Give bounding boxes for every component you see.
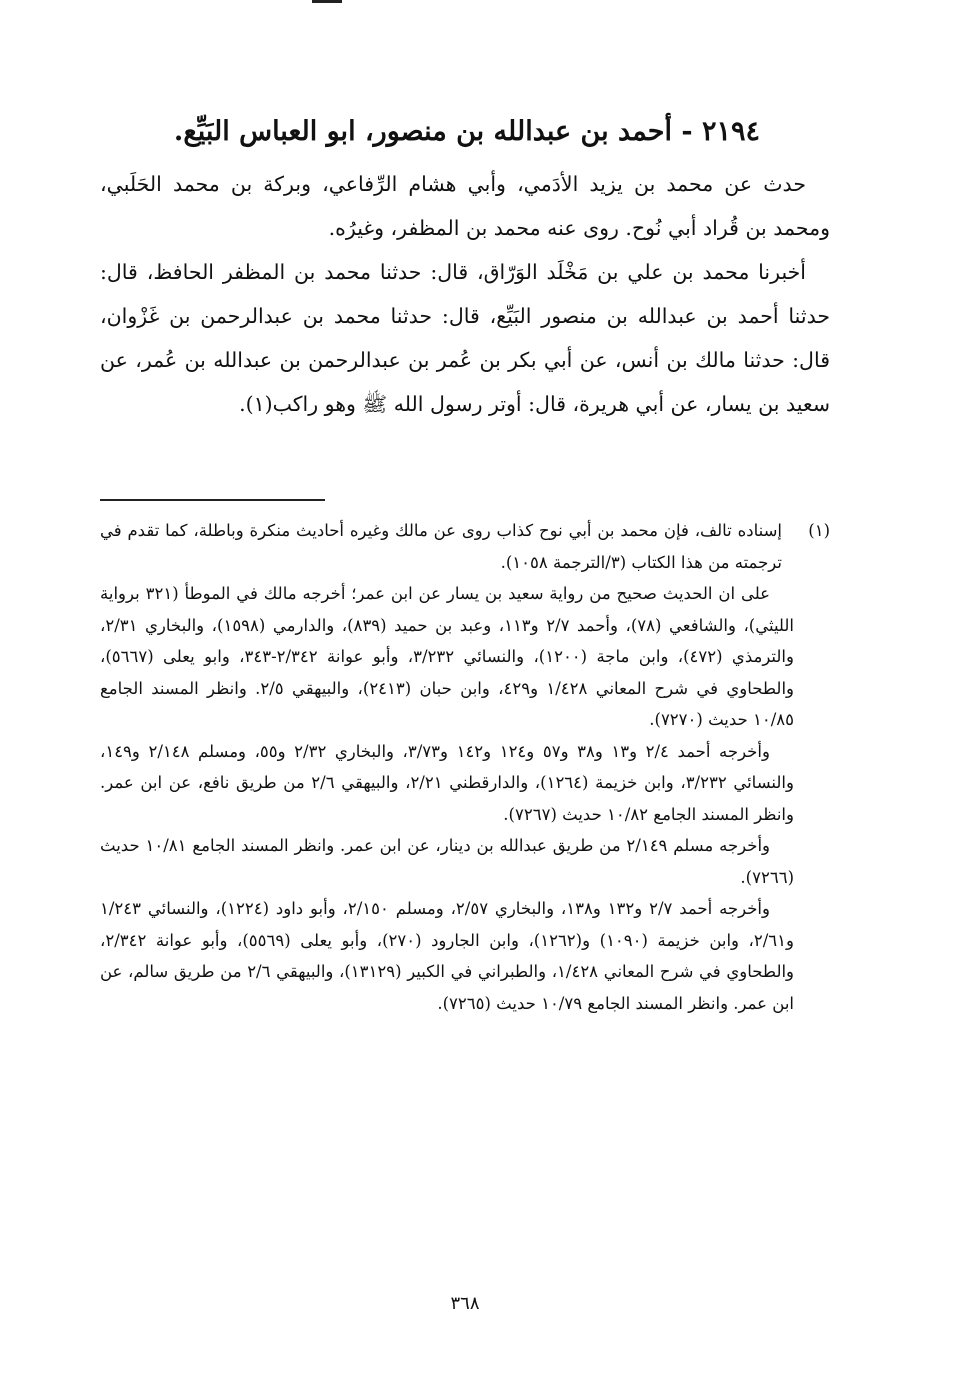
entry-body bbox=[100, 162, 830, 426]
footnote-paragraph: على ان الحديث صحيح من رواية سعيد بن يسار عن ابن عمر؛ أخرجه مالك في الموطأ (٣٢١ برواية الليثي)، والشافعي (٧٨)، وأحمد ٢/٧ و١١٣، وعبد بن حميد (٨٣٩)، والدارمي (١٥٩٨)، والبخاري ٢/٣١، والترمذي (٤٧٢)، وابن ماجة (١٢٠٠)، والنسائي ٣/٢٣٢، وأبو عوانة ٢/٣٤٢-٣٤٣، وابو يعلى (٥٦٦٧)، والطحاوي في شرح المعاني ١/٤٢٨ و٤٢٩، وابن حبان (٢٤١٣)، والبيهقي ٢/٥. وانظر المسند الجامع ١٠/٨٥ حديث (٧٢٧٠). bbox=[100, 584, 795, 729]
footnote-paragraph: وأخرجه أحمد ٢/٧ و١٣٢ و١٣٨، والبخاري ٢/٥٧، ومسلم ٢/١٥٠، وأبو داود (١٢٢٤)، والنسائي ١/٢٤٣ و٢/٦١، وابن خزيمة (١٠٩٠) و(١٢٦٢)، وابن الجارود (٢٧٠)، وأبو يعلى (٥٥٦٩)، وأبو عوانة ٢/٣٤٢، والطحاوي في شرح المعاني ١/٤٢٨، والطبراني في الكبير (١٣١٢٩)، والبيهقي ٢/٦ من طريق سالم، عن ابن عمر. وانظر المسند الجامع ١٠/٧٩ حديث (٧٢٦٥). bbox=[100, 899, 795, 1013]
footnote-paragraph: وأخرجه مسلم ٢/١٤٩ من طريق عبدالله بن دينار، عن ابن عمر. وانظر المسند الجامع ١٠/٨١ حديث (٧٢٦٦). bbox=[100, 836, 794, 887]
footnote-divider bbox=[100, 499, 325, 501]
body-paragraph-hadith: أخبرنا محمد بن علي بن مَخْلَد الوَرّاق، قال: حدثنا محمد بن المظفر الحافظ، قال: حدثنا أحمد بن عبدالله بن منصور البَيِّع، قال: حدثنا محمد بن عبدالرحمن بن غَزْوان، قال: حدثنا مالك بن أنس، عن أبي بكر بن عُمر بن عبدالرحمن بن عبدالله بن عُمر، عن سعيد بن يسار، عن أبي هريرة، قال: أوتر رسول الله ﷺ وهو راكب(١). bbox=[100, 260, 830, 416]
footnote-number: (١) bbox=[808, 521, 830, 540]
footnote-item bbox=[100, 515, 830, 578]
entry-title: ٢١٩٤ - أحمد بن عبدالله بن منصور، ابو العباس البَيِّع. bbox=[173, 116, 760, 147]
body-paragraph-narration: حدث عن محمد بن يزيد الأدَمي، وأبي هشام الرِّفاعي، وبركة بن محمد الحَلَبي، ومحمد بن قُراد أبي نُوح. روى عنه محمد بن المظفر، وغيرُه. bbox=[100, 172, 830, 240]
footnotes bbox=[100, 515, 830, 1019]
page-number: ٣٦٨ bbox=[450, 1293, 480, 1314]
top-edge-mark bbox=[312, 0, 342, 3]
footnote-text: إسناده تالف، فإن محمد بن أبي نوح كذاب روى عن مالك وغيره أحاديث منكرة وباطلة، كما تقدم في ترجمته من هذا الكتاب (٣/الترجمة ١٠٥٨). bbox=[100, 521, 782, 572]
footnote-paragraph: وأخرجه أحمد ٢/٤ و١٣ و٣٨ و٥٧ و١٢٤ و١٤٢ و٣/٧٣، والبخاري ٢/٣٢ و٥٥، ومسلم ٢/١٤٨ و١٤٩، والنسائي ٣/٢٣٢، وابن خزيمة (١٢٦٤)، والدارقطني ٢/٢١، والبيهقي ٢/٦ من طريق نافع، عن ابن عمر. وانظر المسند الجامع ١٠/٨٢ حديث (٧٢٦٧). bbox=[100, 741, 794, 824]
book-page bbox=[100, 100, 830, 1360]
